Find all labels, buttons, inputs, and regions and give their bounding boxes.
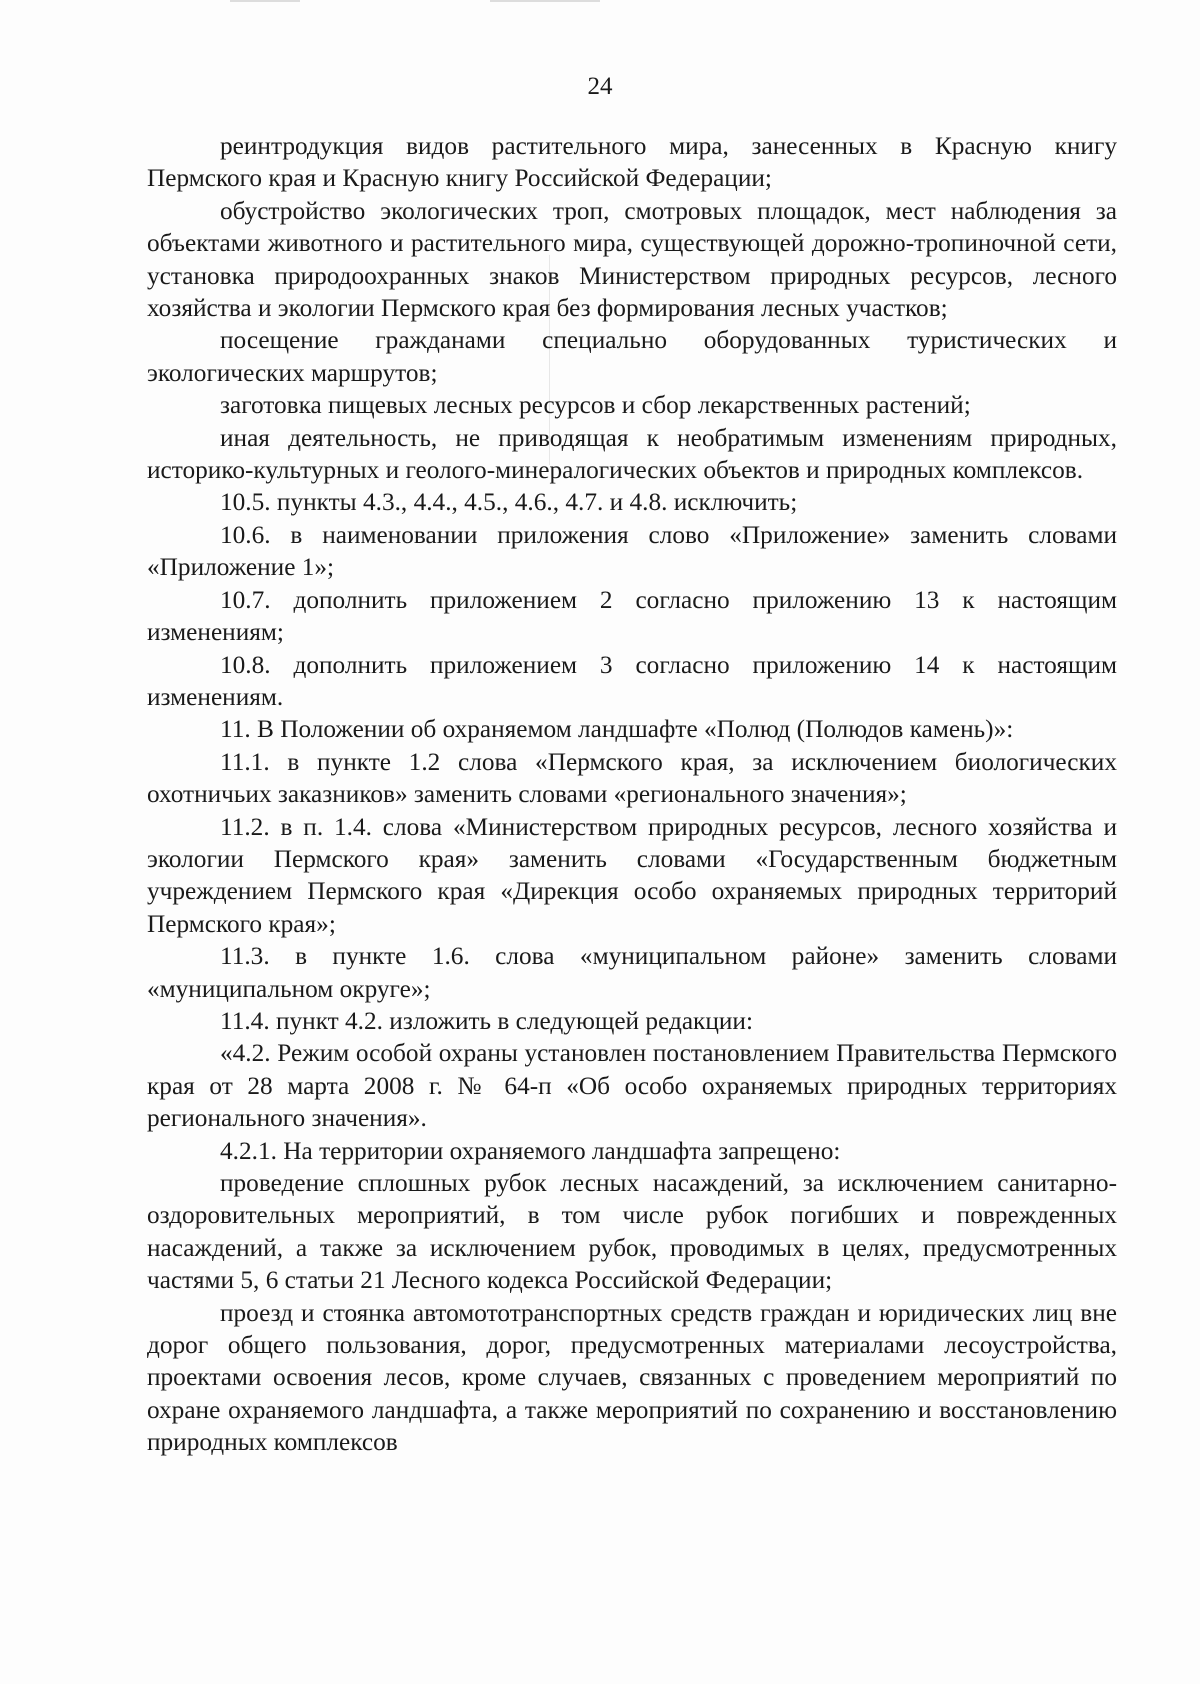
scan-artifact bbox=[490, 0, 600, 2]
paragraph: 10.8. дополнить приложением 3 согласно приложению 14 к настоящим изменениям. bbox=[147, 650, 1117, 711]
paragraph: проведение сплошных рубок лесных насаждений, за исключением санитарно-оздоровительных мероприятий, в том числе рубок погибших и поврежденных насаждений, а также за исключением рубок, проводимых в целях, предусмотренных частями 5, 6 статьи 21 Лесного кодекса Российской Федерации; bbox=[147, 1169, 1117, 1295]
paragraph: 10.6. в наименовании приложения слово «Приложение» заменить словами «Приложение 1»; bbox=[147, 520, 1117, 582]
paragraph: 10.5. пункты 4.3., 4.4., 4.5., 4.6., 4.7. и 4.8. исключить; bbox=[220, 488, 798, 517]
paragraph: обустройство экологических троп, смотровых площадок, мест наблюдения за объектами животного и растительного мира, существующей дорожно-тропиночной сети, установка природоохранных знаков Министерством природных ресурсов, лесного хозяйства и экологии Пермского края без формирования лесных участков; bbox=[147, 196, 1117, 323]
document-body bbox=[147, 130, 1117, 1459]
paragraph: реинтродукция видов растительного мира, занесенных в Красную книгу Пермского края и Красную книгу Российской Федерации; bbox=[147, 132, 1117, 193]
paragraph: заготовка пищевых лесных ресурсов и сбор лекарственных растений; bbox=[220, 391, 971, 420]
paragraph: посещение гражданами специально оборудованных туристических и экологических маршрутов; bbox=[147, 326, 1117, 387]
paragraph: 11. В Положении об охраняемом ландшафте «Полюд (Полюдов камень)»: bbox=[220, 715, 1014, 744]
paragraph: 11.4. пункт 4.2. изложить в следующей редакции: bbox=[220, 1006, 753, 1035]
scan-artifact bbox=[230, 0, 300, 2]
page-number: 24 bbox=[587, 73, 613, 100]
paragraph: проезд и стоянка автомототранспортных средств граждан и юридических лиц вне дорог общего пользования, дорог, предусмотренных материалами лесоустройства, проектами освоения лесов, кроме случаев, связанных с проведением мероприятий по охране охраняемого ландшафта, а также мероприятий по сохранению и восстановлению природных комплексов bbox=[147, 1298, 1117, 1457]
paragraph: 4.2.1. На территории охраняемого ландшафта запрещено: bbox=[220, 1136, 841, 1165]
paragraph: 11.2. в п. 1.4. слова «Министерством природных ресурсов, лесного хозяйства и экологии Пермского края» заменить словами «Государственным бюджетным учреждением Пермского края «Дирекция особо охраняемых природных территорий Пермского края»; bbox=[147, 812, 1117, 938]
paragraph: 11.3. в пункте 1.6. слова «муниципальном районе» заменить словами «муниципальном округе»; bbox=[147, 942, 1117, 1003]
paragraph: 10.7. дополнить приложением 2 согласно приложению 13 к настоящим изменениям; bbox=[147, 585, 1117, 647]
paragraph: 11.1. в пункте 1.2 слова «Пермского края, за исключением биологических охотничьих заказников» заменить словами «регионального значения»; bbox=[147, 747, 1117, 809]
paragraph: «4.2. Режим особой охраны установлен постановлением Правительства Пермского края от 28 марта 2008 г. № 64-п «Об особо охраняемых природных территориях регионального значения». bbox=[147, 1039, 1117, 1133]
paragraph: иная деятельность, не приводящая к необратимым изменениям природных, историко-культурных и геолого-минералогических объектов и природных комплексов. bbox=[147, 423, 1117, 485]
